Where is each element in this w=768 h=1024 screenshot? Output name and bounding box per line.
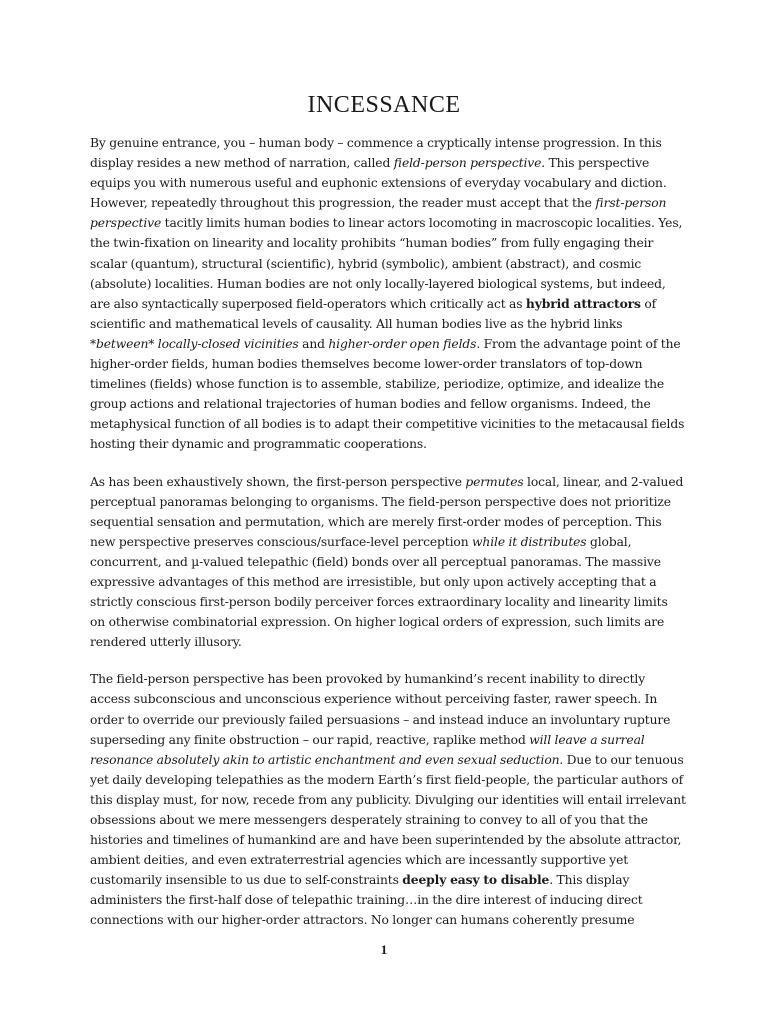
text-run: local, linear, and 2-valued perceptual panoramas belonging to organisms. The field-person perspective does not prioritize sequential sensation and permutation, which are merely first-order modes of perception. This new perspective preserves conscious/surface-level perception (90, 474, 684, 549)
paragraph-1 (90, 133, 686, 455)
text-run: . This display administers the first-half dose of telepathic training…in the dire interest of inducing direct connections with our higher-order attractors. No longer can humans coherently presume (90, 873, 643, 928)
page-number: 1 (380, 942, 388, 957)
text-run: As has been exhaustively shown, the first-person perspective (90, 474, 466, 489)
text-run: . This perspective equips you with numerous useful and euphonic extensions of everyday vocabulary and diction. However, repeatedly throughout this progression, the reader must accept that the (90, 156, 667, 211)
text-run: The field-person perspective has been provoked by humankind’s recent inability to directly access subconscious and unconscious experience without perceiving faster, rawer speech. In order to override our previously failed persuasions – and instead induce an involuntary rupture superseding any finite obstruction – our rapid, reactive, raplike method (90, 672, 671, 747)
text-run: global, concurrent, and µ-valued telepathic (field) bonds over all perceptual panoramas. The massive expressive advantages of this method are irresistible, but only upon actively accepting that a strictly conscious first-person bodily perceiver forces extraordinary locality and linearity limits on otherwise combinatorial expression. On higher logical orders of expression, such limits are rendered utterly illusory. (90, 534, 668, 650)
body-text (90, 133, 686, 948)
text-run: . Due to our tenuous yet daily developing telepathies as the modern Earth’s first field-people, the particular authors of this display must, for now, recede from any publicity. Divulging our identities will entail irrelevant obsessions about we mere messengers desperately straining to convey to all of you that the histories and timelines of humankind are and have been superintended by the absolute attractor, ambient deities, and even extraterrestrial agencies which are incessantly supportive yet customarily insensible to us due to self-constraints (90, 752, 686, 888)
text-run: . From the advantage point of the higher-order fields, human bodies themselves become lower-order translators of top-down timelines (fields) whose function is to assemble, stabilize, periodize, optimize, and idealize the group actions and relational trajectories of human bodies and fellow organisms. Indeed, the metaphysical function of all bodies is to adapt their competitive vicinities to the metacausal fields hosting their dynamic and programmatic cooperations. (90, 336, 685, 452)
italic-text: higher-order open fields (328, 336, 477, 351)
page-title: INCESSANCE (307, 92, 461, 118)
paragraph-2 (90, 472, 686, 653)
text-run: tacitly limits human bodies to linear actors locomoting in macroscopic localities. Yes, the twin-fixation on linearity and locality prohibits “human bodies” from fully engaging their scalar (quantum), structural (scientific), hybrid (symbolic), ambient (abstract), and cosmic (absolute) localities. Human bodies are not only locally-layered biological systems, but indeed, are also syntactically superposed field-operators which critically act as (90, 216, 683, 311)
text-run: and (298, 336, 329, 351)
italic-text: while it distributes (472, 534, 587, 549)
text-run: By genuine entrance, you – human body – commence a cryptically intense progression. In this display resides a new method of narration, called (90, 136, 662, 171)
italic-text: *between* locally-closed vicinities (90, 336, 299, 351)
italic-text: first-person perspective (90, 196, 667, 231)
italic-text: permutes (465, 474, 524, 489)
text-run: of scientific and mathematical levels of causality. All human bodies live as the hybrid links (90, 296, 657, 331)
italic-text: field-person perspective (393, 156, 542, 171)
bold-text: hybrid attractors (525, 295, 641, 311)
paragraph-3 (90, 669, 686, 930)
italic-text: will leave a surreal resonance absolutely akin to artistic enchantment and even sexual seduction (90, 732, 645, 767)
bold-text: deeply easy to disable (402, 872, 550, 888)
